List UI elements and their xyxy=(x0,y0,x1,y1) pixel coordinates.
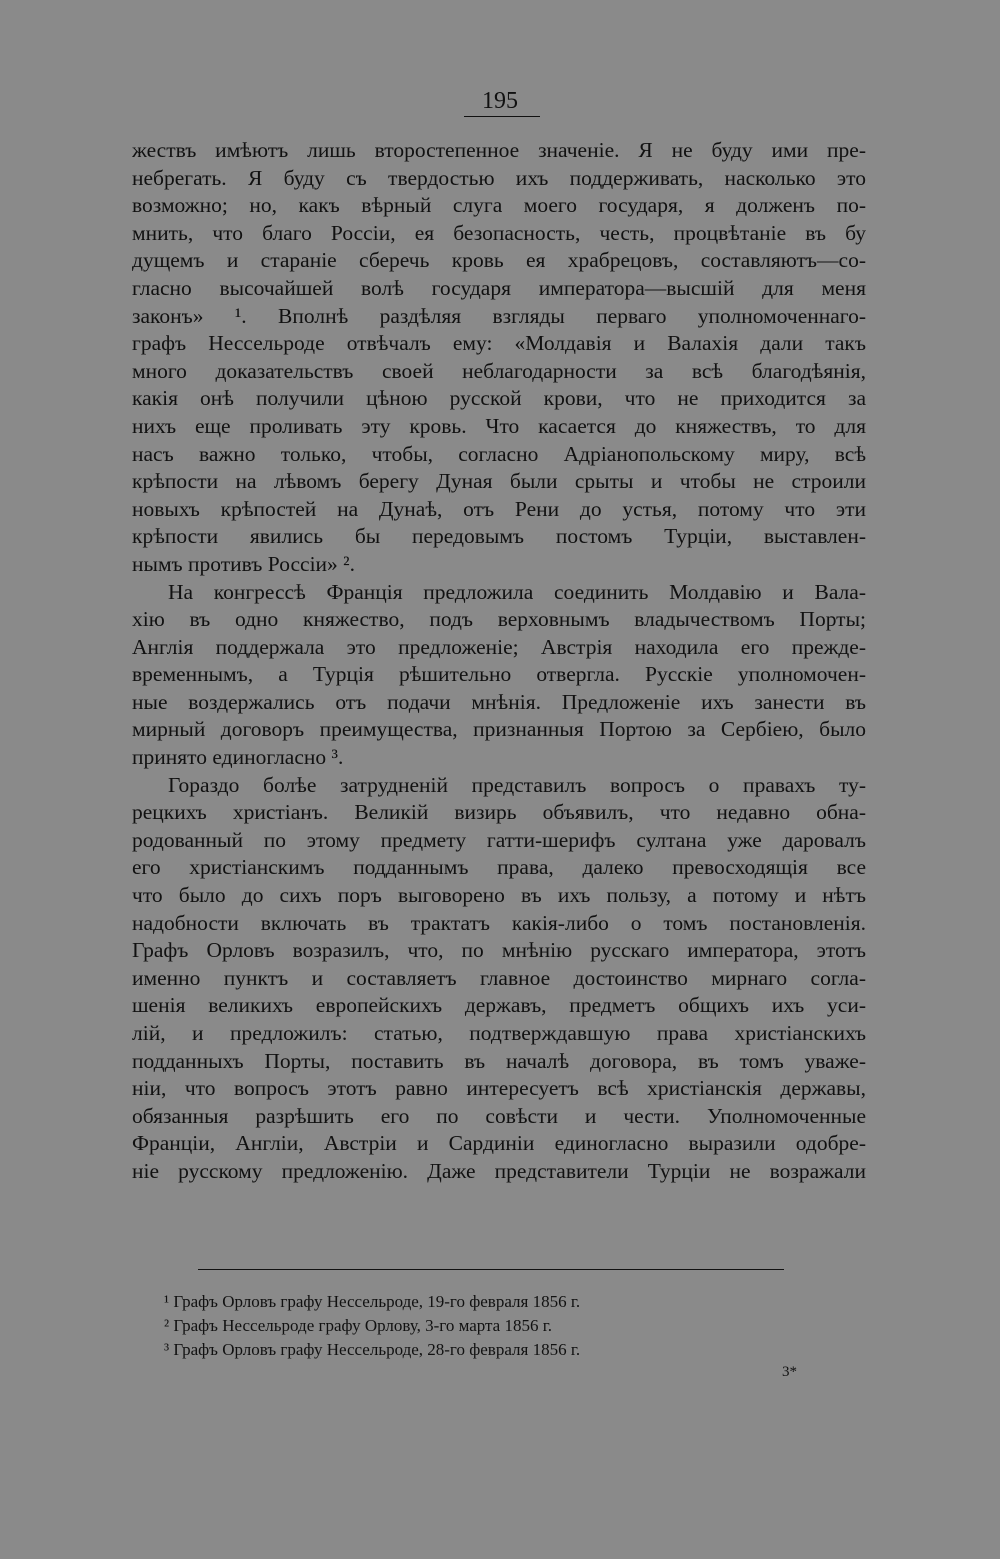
page-number-rule xyxy=(464,116,540,117)
footnote: ¹ Графъ Орловъ графу Нессельроде, 19-го февраля 1856 г. xyxy=(164,1292,581,1311)
body-line: Графъ Орловъ возразилъ, что, по мнѣнію русскаго императора, этотъ xyxy=(132,938,866,963)
body-line: какія онѣ получили цѣною русской крови, что не приходится за xyxy=(132,386,866,411)
body-line: ніи, что вопросъ этотъ равно интересуетъ всѣ христіанскія державы, xyxy=(132,1076,866,1101)
body-text xyxy=(132,137,866,1186)
body-line: мирный договоръ преимущества, признанныя Портою за Сербіею, было xyxy=(132,717,866,742)
body-line: нымъ противъ Россіи» ². xyxy=(132,551,355,576)
body-line: принято единогласно ³. xyxy=(132,745,344,770)
body-line: дущемъ и стараніе сберечь кровь ея храбрецовъ, составляютъ—со- xyxy=(132,248,866,273)
body-line: обязанныя разрѣшить его по совѣсти и чести. Уполномоченные xyxy=(132,1103,866,1128)
body-line: его христіанскимъ подданнымъ права, далеко превосходящія все xyxy=(132,855,866,880)
body-line: ные воздержались отъ подачи мнѣнія. Предложеніе ихъ занести въ xyxy=(132,689,866,714)
body-line: гласно высочайшей волѣ государя императора—высшій для меня xyxy=(132,275,866,300)
body-line: возможно; но, какъ вѣрный слуга моего государя, я долженъ по- xyxy=(132,193,866,218)
body-line: графъ Нессельроде отвѣчалъ ему: «Молдавія и Валахія дали такъ xyxy=(132,331,866,356)
body-line: новыхъ крѣпостей на Дунаѣ, отъ Рени до устья, потому что эти xyxy=(132,496,866,521)
body-line: небрегать. Я буду съ твердостью ихъ поддерживать, насколько это xyxy=(132,165,866,190)
body-line: нихъ еще проливать эту кровь. Что касается до княжествъ, то для xyxy=(132,413,866,438)
footnotes xyxy=(164,1290,784,1362)
body-line: законъ» ¹. Вполнѣ раздѣляя взгляды перваго уполномоченнаго- xyxy=(132,303,866,328)
footnote-separator xyxy=(198,1269,784,1270)
body-line: шенія великихъ европейскихъ державъ, предметъ общихъ ихъ уси- xyxy=(132,993,866,1018)
body-line: крѣпости на лѣвомъ берегу Дуная были срыты и чтобы не строили xyxy=(132,469,866,494)
body-line: мнить, что благо Россіи, ея безопасность, честь, процвѣтаніе въ бу xyxy=(132,220,866,245)
body-line: именно пунктъ и составляетъ главное достоинство мирнаго согла- xyxy=(132,965,866,990)
body-line: крѣпости явились бы передовымъ постомъ Турціи, выставлен- xyxy=(132,524,866,549)
body-line: Англія поддержала это предложеніе; Австрія находила его прежде- xyxy=(132,634,866,659)
body-line: ніе русскому предложенію. Даже представители Турціи не возражали xyxy=(132,1158,866,1183)
page-number: 195 xyxy=(482,88,518,114)
body-line: лій, и предложилъ: статью, подтверждавшую права христіанскихъ xyxy=(132,1021,866,1045)
body-line: рецкихъ христіанъ. Великій визирь объявилъ, что недавно обна- xyxy=(132,800,866,825)
footnote: ³ Графъ Орловъ графу Нессельроде, 28-го февраля 1856 г. xyxy=(164,1340,581,1359)
body-line: Франціи, Англіи, Австріи и Сардиніи единогласно выразили одобре- xyxy=(132,1131,866,1156)
body-line: жествъ имѣютъ лишь второстепенное значеніе. Я не буду ими пре- xyxy=(132,138,866,162)
body-line: На конгрессѣ Франція предложила соединить Молдавію и Вала- xyxy=(168,579,866,604)
body-line: надобности включать въ трактатъ какія-либо о томъ постановленія. xyxy=(132,910,866,935)
body-line: подданныхъ Порты, поставить въ началѣ договора, въ томъ уваже- xyxy=(132,1048,866,1073)
signature-mark: 3* xyxy=(782,1364,797,1380)
body-line: хію въ одно княжество, подъ верховнымъ владычествомъ Порты; xyxy=(132,607,866,632)
body-line: временнымъ, а Турція рѣшительно отвергла. Русскіе уполномочен- xyxy=(132,662,866,687)
body-line: насъ важно только, чтобы, согласно Адріанопольскому миру, всѣ xyxy=(132,441,866,466)
body-line: Гораздо болѣе затрудненій представилъ вопросъ о правахъ ту- xyxy=(168,772,866,797)
body-line: родованный по этому предмету гатти-шерифъ султана уже даровалъ xyxy=(132,827,866,852)
body-line: что было до сихъ поръ выговорено въ ихъ пользу, а потому и нѣтъ xyxy=(132,883,866,908)
footnote: ² Графъ Нессельроде графу Орлову, 3-го марта 1856 г. xyxy=(164,1316,553,1335)
body-line: много доказательствъ своей неблагодарности за всѣ благодѣянія, xyxy=(132,358,866,383)
